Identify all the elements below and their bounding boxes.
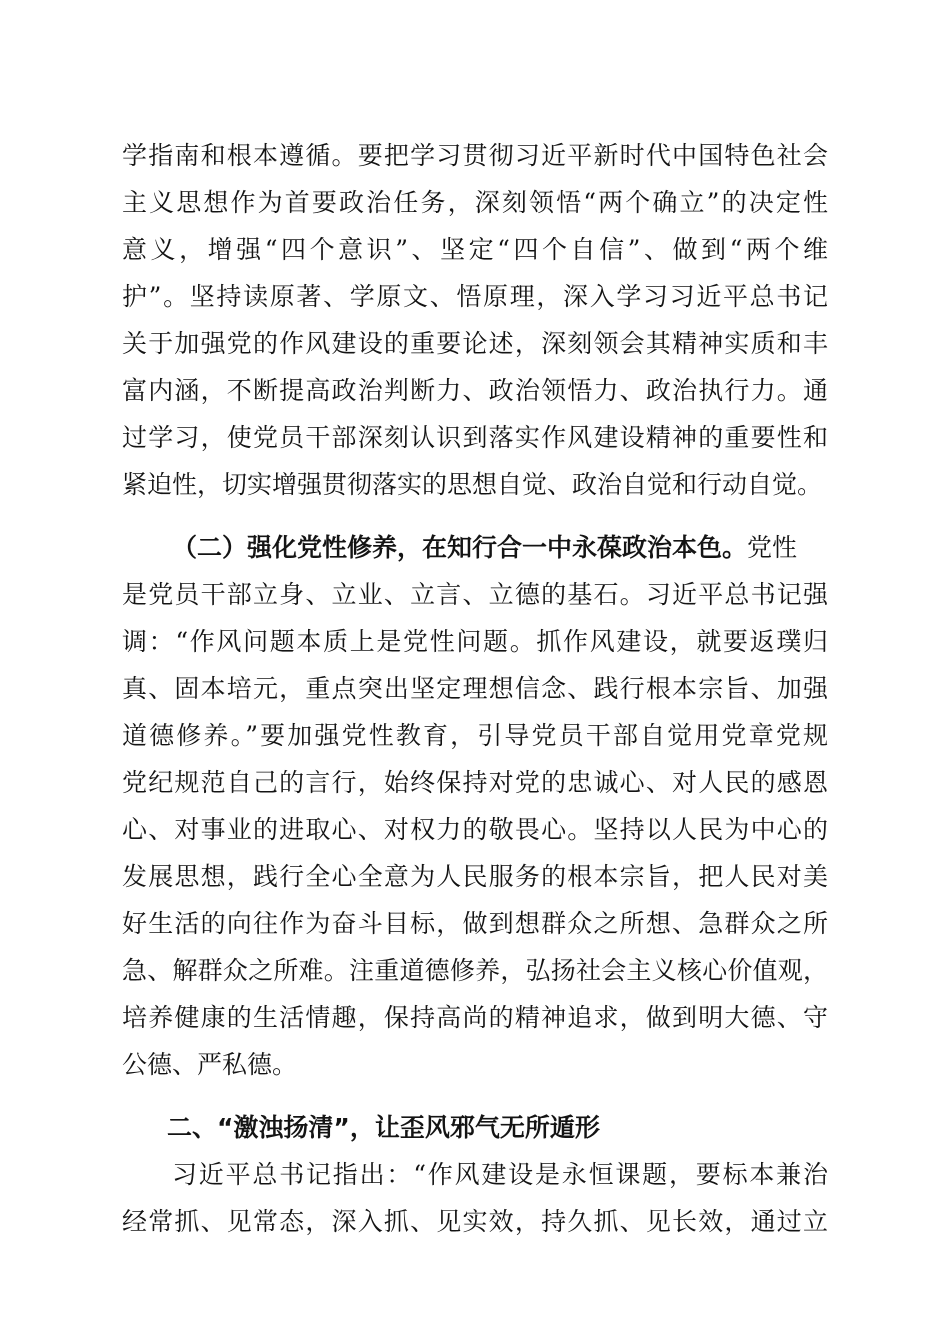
paragraph-2-line-11: 公德、严私德。 xyxy=(122,1050,298,1079)
paragraph-2-line-9: 急、解群众之所难。注重道德修养，弘扬社会主义核心价值观， xyxy=(122,956,828,985)
paragraph-1-line-7: 过学习，使党员干部深刻认识到落实作风建设精神的重要性和 xyxy=(122,423,828,452)
paragraph-2-line-6: 心、对事业的进取心、对权力的敬畏心。坚持以人民为中心的 xyxy=(122,815,828,844)
section-heading: 二、“激浊扬清”，让歪风邪气无所遁形 xyxy=(167,1113,600,1142)
paragraph-2-line-7: 发展思想，践行全心全意为人民服务的根本宗旨，把人民对美 xyxy=(122,862,828,891)
subsection-heading-2: （二）强化党性修养，在知行合一中永葆政治本色。 xyxy=(172,533,748,562)
paragraph-2-lead-line xyxy=(122,524,828,571)
paragraph-3-line-1: 经常抓、见常态，深入抓、见实效，持久抓、见长效，通过立 xyxy=(122,1207,828,1236)
document-body xyxy=(122,132,828,1261)
paragraph-2-lead-rest: 党性 xyxy=(747,533,798,562)
paragraph-1-line-4: 护”。坚持读原著、学原文、悟原理，深入学习习近平总书记 xyxy=(122,282,828,311)
paragraph-2-line-8: 好生活的向往作为奋斗目标，做到想群众之所想、急群众之所 xyxy=(122,909,828,938)
paragraph-2-line-5: 党纪规范自己的言行，始终保持对党的忠诚心、对人民的感恩 xyxy=(122,768,828,797)
paragraph-2-line-10: 培养健康的生活情趣，保持高尚的精神追求，做到明大德、守 xyxy=(122,1003,828,1032)
paragraph-2-line-2: 调：“作风问题本质上是党性问题。抓作风建设，就要返璞归 xyxy=(122,627,828,656)
paragraph-1-line-5: 关于加强党的作风建设的重要论述，深刻领会其精神实质和丰 xyxy=(122,329,828,358)
paragraph-3-first-line: 习近平总书记指出：“作风建设是永恒课题，要标本兼治 xyxy=(172,1160,828,1189)
paragraph-1-line-3: 意义，增强“四个意识”、坚定“四个自信”、做到“两个维 xyxy=(122,235,828,264)
paragraph-1-line-6: 富内涵，不断提高政治判断力、政治领悟力、政治执行力。通 xyxy=(122,376,828,405)
paragraph-2-line-3: 真、固本培元，重点突出坚定理想信念、践行根本宗旨、加强 xyxy=(122,674,828,703)
paragraph-2-line-4: 道德修养。”要加强党性教育，引导党员干部自觉用党章党规 xyxy=(122,721,828,750)
paragraph-1-line-2: 主义思想作为首要政治任务，深刻领悟“两个确立”的决定性 xyxy=(122,188,828,217)
paragraph-2-line-1: 是党员干部立身、立业、立言、立德的基石。习近平总书记强 xyxy=(122,580,828,609)
paragraph-1-line-1: 学指南和根本遵循。要把学习贯彻习近平新时代中国特色社会 xyxy=(122,141,828,170)
paragraph-1-line-8: 紧迫性，切实增强贯彻落实的思想自觉、政治自觉和行动自觉。 xyxy=(122,470,823,499)
